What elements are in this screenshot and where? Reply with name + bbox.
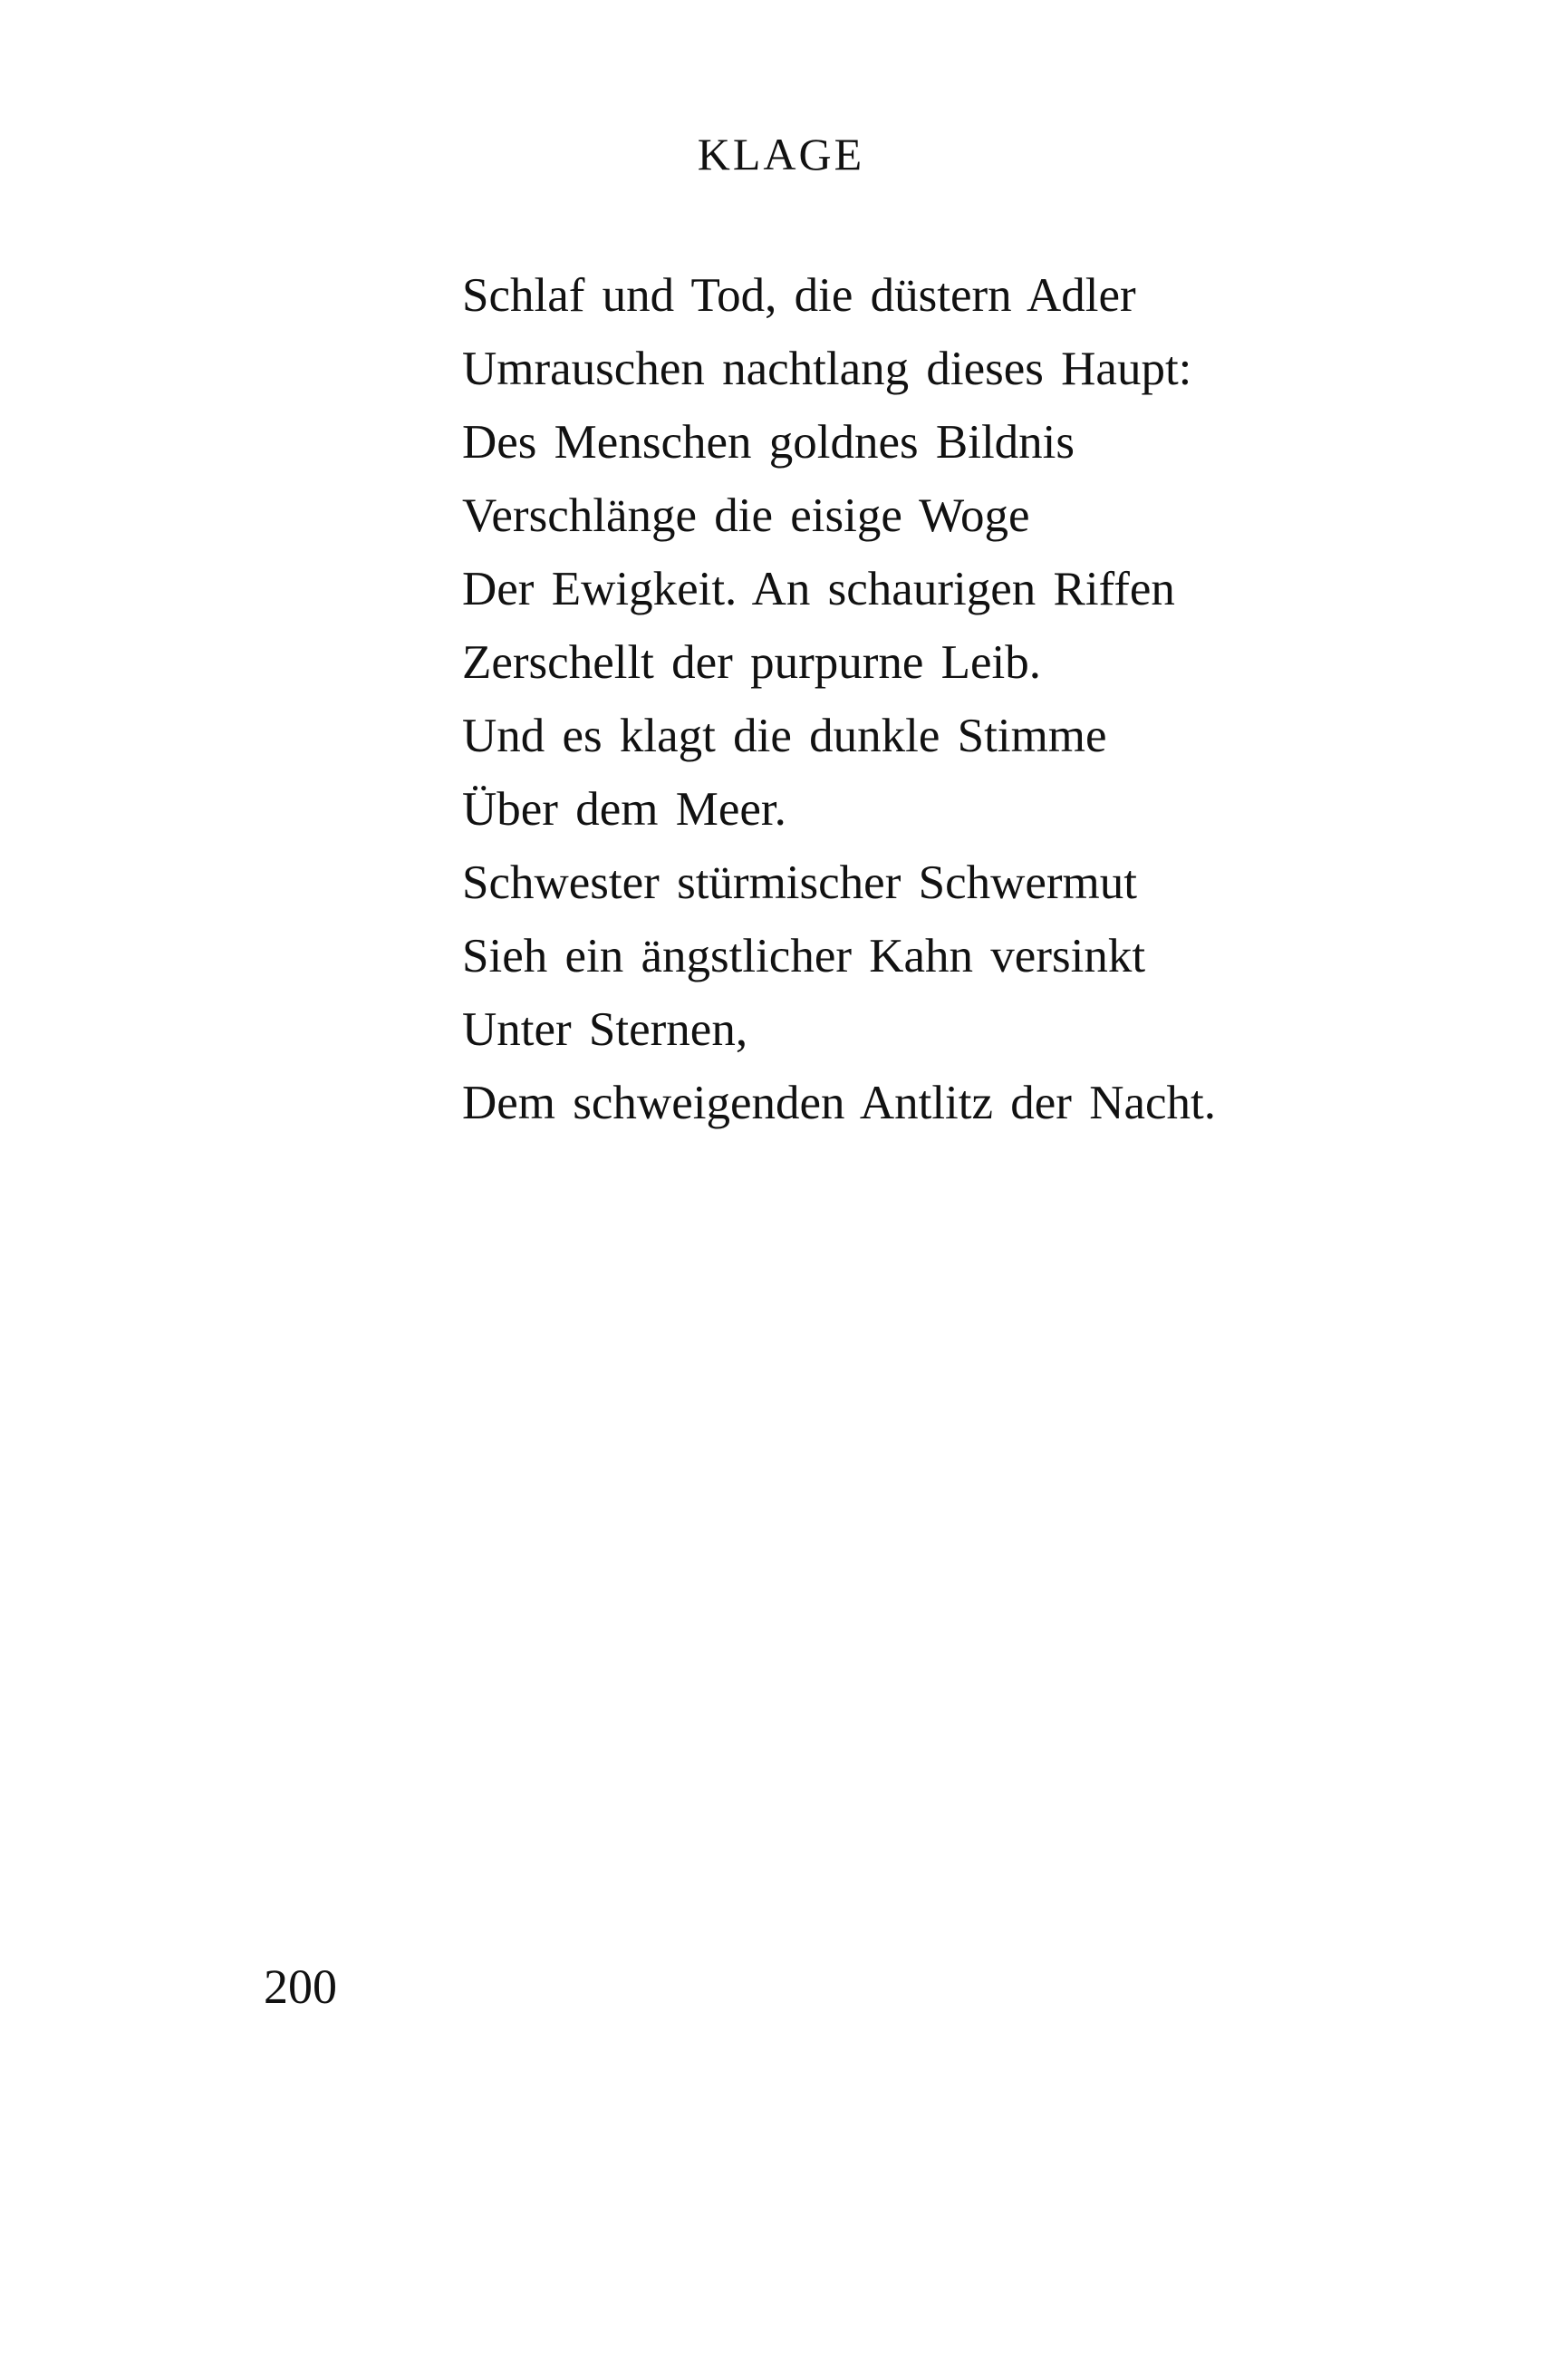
- poem-body: [462, 259, 1216, 1140]
- poem-line: Schwester stürmischer Schwermut: [462, 856, 1137, 909]
- poem-line: Verschlänge die eisige Woge: [462, 489, 1030, 542]
- poem-line: Schlaf und Tod, die düstern Adler: [462, 269, 1136, 322]
- poem-line: Zerschellt der purpurne Leib.: [462, 636, 1042, 689]
- poem-line: Dem schweigenden Antlitz der Nacht.: [462, 1077, 1216, 1129]
- page-number: 200: [264, 1959, 337, 2014]
- poem-title: KLAGE: [697, 129, 865, 179]
- poem-line: Des Menschen goldnes Bildnis: [462, 416, 1075, 469]
- poem-line: Der Ewigkeit. An schaurigen Riffen: [462, 563, 1175, 615]
- poem-line: Unter Sternen,: [462, 1003, 748, 1056]
- poem-line: Und es klagt die dunkle Stimme: [462, 710, 1107, 762]
- poem-line: Umrauschen nachtlang dieses Haupt:: [462, 343, 1192, 395]
- poem-line: Sieh ein ängstlicher Kahn versinkt: [462, 930, 1146, 982]
- poem-line: Über dem Meer.: [462, 783, 786, 836]
